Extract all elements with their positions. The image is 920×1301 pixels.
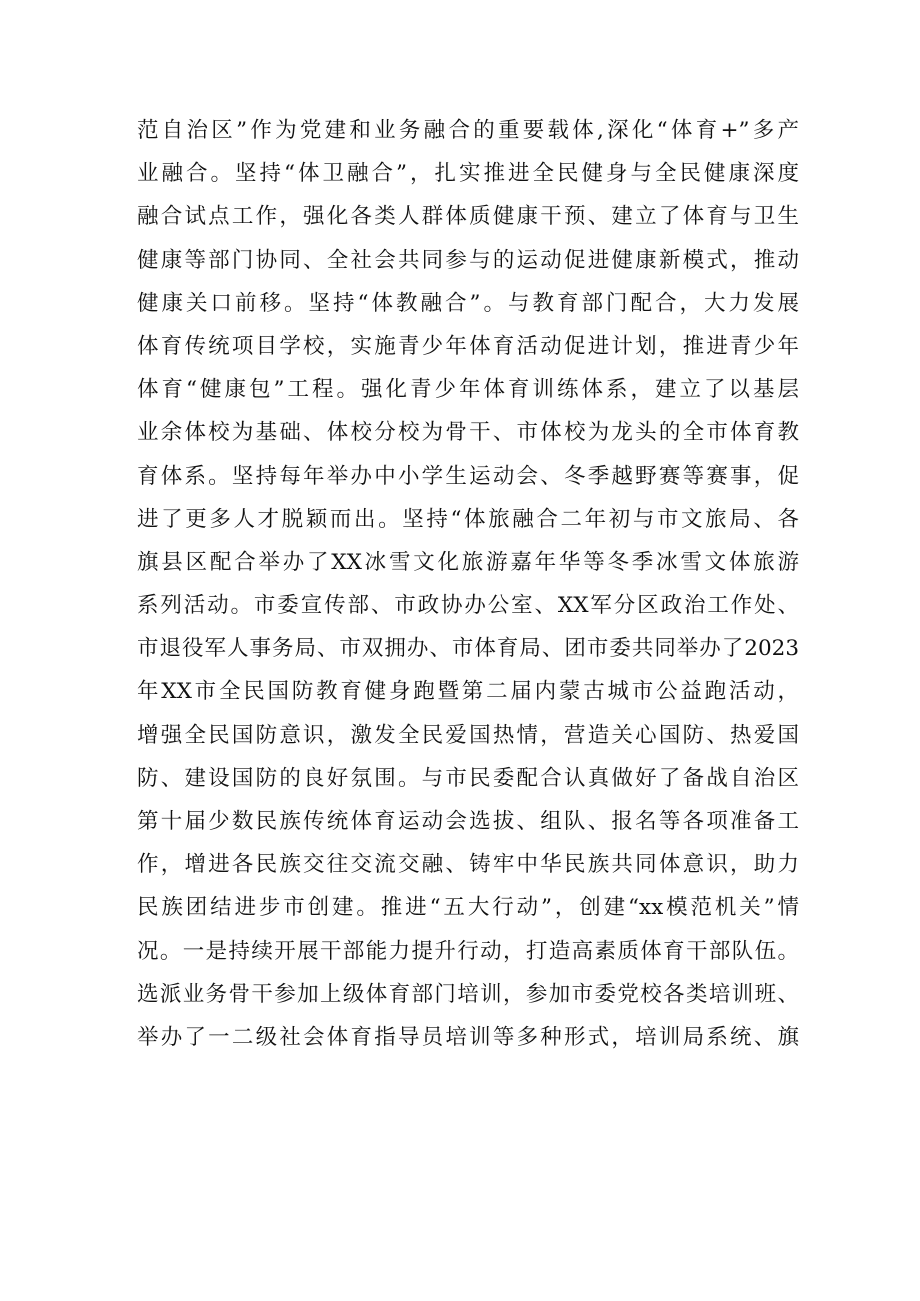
text-line-16: 防、建设国防的良好氛围。与市民委配合认真做好了备战自治区 [137,765,799,791]
text-line-20: 况。一是持续开展干部能力提升行动，打造高素质体育干部队伍。 [137,938,799,964]
text-line-21: 选派业务骨干参加上级体育部门培训，参加市委党校各类培训班、 [137,981,799,1007]
text-line-18: 作，增进各民族交往交流交融、铸牢中华民族共同体意识，助力 [137,852,799,878]
text-line-2: 业融合。坚持“体卫融合”，扎实推进全民健身与全民健康深度 [137,161,799,187]
text-line-13: 市退役军人事务局、市双拥办、市体育局、团市委共同举办了2023 [137,636,799,662]
text-line-12: 系列活动。市委宣传部、市政协办公室、XX军分区政治工作处、 [137,593,799,619]
text-line-10: 进了更多人才脱颖而出。坚持“体旅融合二年初与市文旅局、各 [137,506,799,532]
text-line-14: 年XX市全民国防教育健身跑暨第二届内蒙古城市公益跑活动， [137,679,799,705]
text-line-1: 范自治区”作为党建和业务融合的重要载体,深化“体育+”多产 [137,118,799,143]
text-line-11: 旗县区配合举办了XX冰雪文化旅游嘉年华等冬季冰雪文体旅游 [137,549,799,575]
text-line-22: 举办了一二级社会体育指导员培训等多种形式，培训局系统、旗 [137,1024,799,1050]
body-paragraph [137,109,799,1059]
text-line-19: 民族团结进步市创建。推进“五大行动”，创建“xx模范机关”情 [137,895,799,921]
text-line-15: 增强全民国防意识，激发全民爱国热情，营造关心国防、热爱国 [137,722,799,748]
text-line-7: 体育“健康包”工程。强化青少年体育训练体系，建立了以基层 [137,377,799,403]
text-line-5: 健康关口前移。坚持“体教融合”。与教育部门配合，大力发展 [137,290,799,316]
text-line-8: 业余体校为基础、体校分校为骨干、市体校为龙头的全市体育教 [137,420,799,446]
text-line-4: 健康等部门协同、全社会共同参与的运动促进健康新模式，推动 [137,247,799,273]
text-line-6: 体育传统项目学校，实施青少年体育活动促进计划，推进青少年 [137,333,799,359]
text-line-9: 育体系。坚持每年举办中小学生运动会、冬季越野赛等赛事，促 [137,463,799,489]
text-line-17: 第十届少数民族传统体育运动会选拔、组队、报名等各项准备工 [137,809,799,834]
text-line-3: 融合试点工作，强化各类人群体质健康干预、建立了体育与卫生 [137,204,799,230]
